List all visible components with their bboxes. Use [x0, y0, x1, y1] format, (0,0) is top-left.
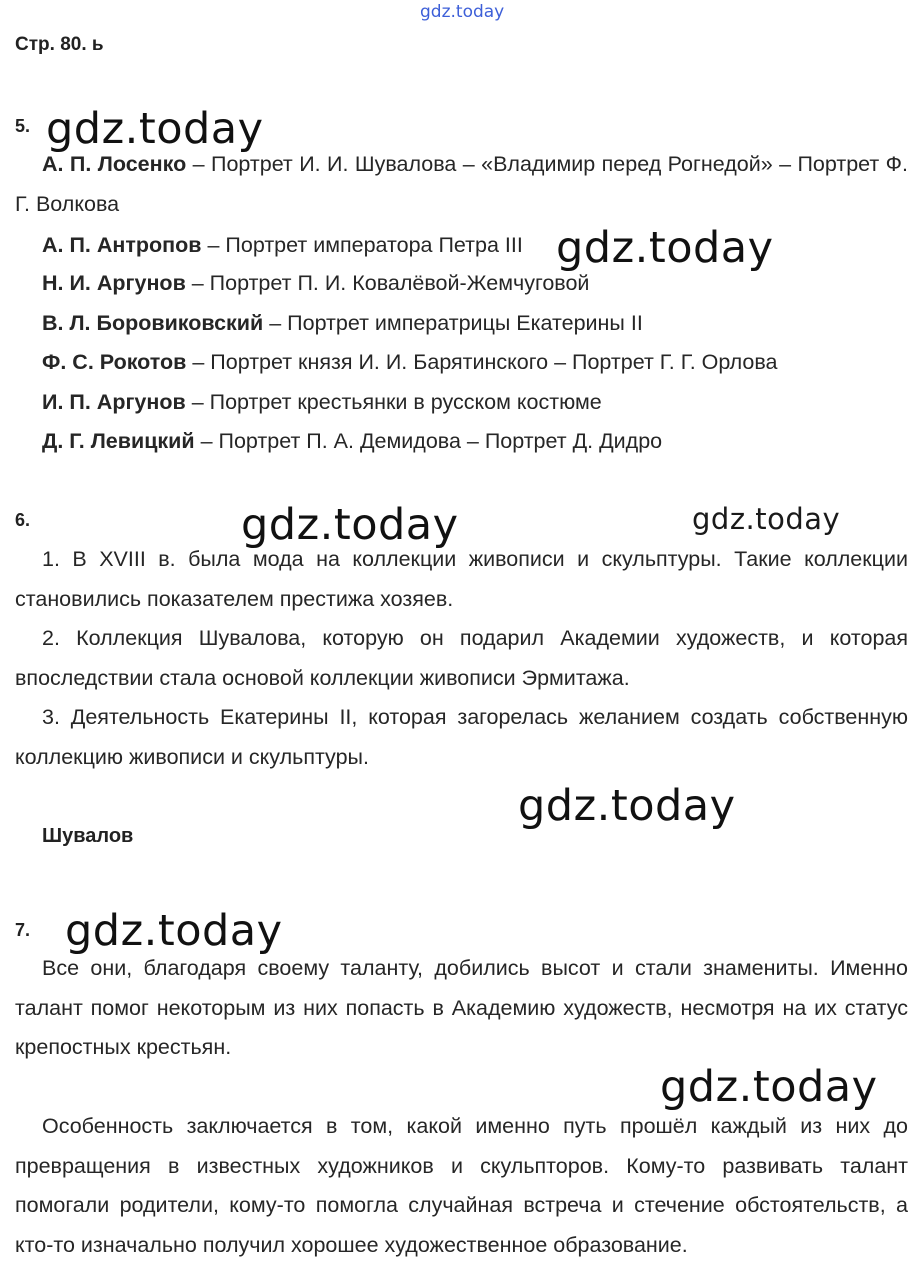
top-watermark: gdz.today	[420, 2, 505, 22]
artist-name: Д. Г. Левицкий	[42, 429, 195, 453]
task5-item	[42, 429, 662, 454]
artist-name: Н. И. Аргунов	[42, 271, 186, 295]
watermark: gdz.today	[241, 500, 459, 550]
artist-name: В. Л. Боровиковский	[42, 311, 264, 335]
task-number-5: 5.	[15, 116, 31, 136]
artist-works: – Портрет императрицы Екатерины II	[263, 311, 643, 335]
artist-name: А. П. Лосенко	[42, 152, 187, 176]
task5-item	[42, 350, 778, 375]
watermark: gdz.today	[46, 104, 264, 154]
task6-paragraph: 3. Деятельность Екатерины II, которая загорелась желанием создать собственную коллекцию живописи и скульптуры.	[15, 705, 908, 769]
watermark: gdz.today	[660, 1062, 878, 1112]
task5-item-losenko	[15, 145, 908, 224]
artist-works: – Портрет П. А. Демидова – Портрет Д. Дидро	[194, 429, 663, 453]
task7-paragraph: Все они, благодаря своему таланту, добились высот и стали знамениты. Именно талант помог некоторым из них попасть в Академию художеств, несмотря на их статус крепостных крестьян.	[15, 956, 908, 1059]
task6-answer: Шувалов	[42, 825, 134, 847]
task5-item	[42, 311, 643, 336]
watermark: gdz.today	[556, 223, 774, 273]
task5-item	[42, 390, 602, 415]
artist-works: – Портрет императора Петра III	[201, 233, 523, 257]
task5-item	[42, 233, 523, 258]
task5-item	[42, 271, 589, 296]
artist-name: А. П. Антропов	[42, 233, 202, 257]
task7-paragraph: Особенность заключается в том, какой именно путь прошёл каждый из них до превращения в известных художников и скульпторов. Кому-то развивать талант помогали родители, кому-то помогла случайная встреча и стечение обстоятельств, а кто-то изначально получил хорошее художественное образование.	[15, 1114, 908, 1257]
task-number-6: 6.	[15, 510, 31, 530]
artist-name: И. П. Аргунов	[42, 390, 186, 414]
task6-paragraph: 1. В XVIII в. была мода на коллекции живописи и скульптуры. Такие коллекции становились показателем престижа хозяев.	[15, 547, 908, 611]
artist-works: – Портрет И. И. Шувалова – «Владимир перед Рогнедой» – Портрет Ф. Г. Волкова	[15, 152, 908, 216]
watermark: gdz.today	[65, 906, 283, 956]
watermark: gdz.today	[692, 502, 841, 536]
artist-works: – Портрет князя И. И. Барятинского – Портрет Г. Г. Орлова	[186, 350, 778, 374]
task6-paragraph: 2. Коллекция Шувалова, которую он подарил Академии художеств, и которая впоследствии стала основой коллекции живописи Эрмитажа.	[15, 626, 908, 690]
artist-name: Ф. С. Рокотов	[42, 350, 187, 374]
artist-works: – Портрет П. И. Ковалёвой-Жемчуговой	[185, 271, 590, 295]
page-reference: Стр. 80. ь	[15, 34, 104, 55]
watermark: gdz.today	[518, 781, 736, 831]
task-number-7: 7.	[15, 920, 31, 940]
artist-works: – Портрет крестьянки в русском костюме	[185, 390, 602, 414]
